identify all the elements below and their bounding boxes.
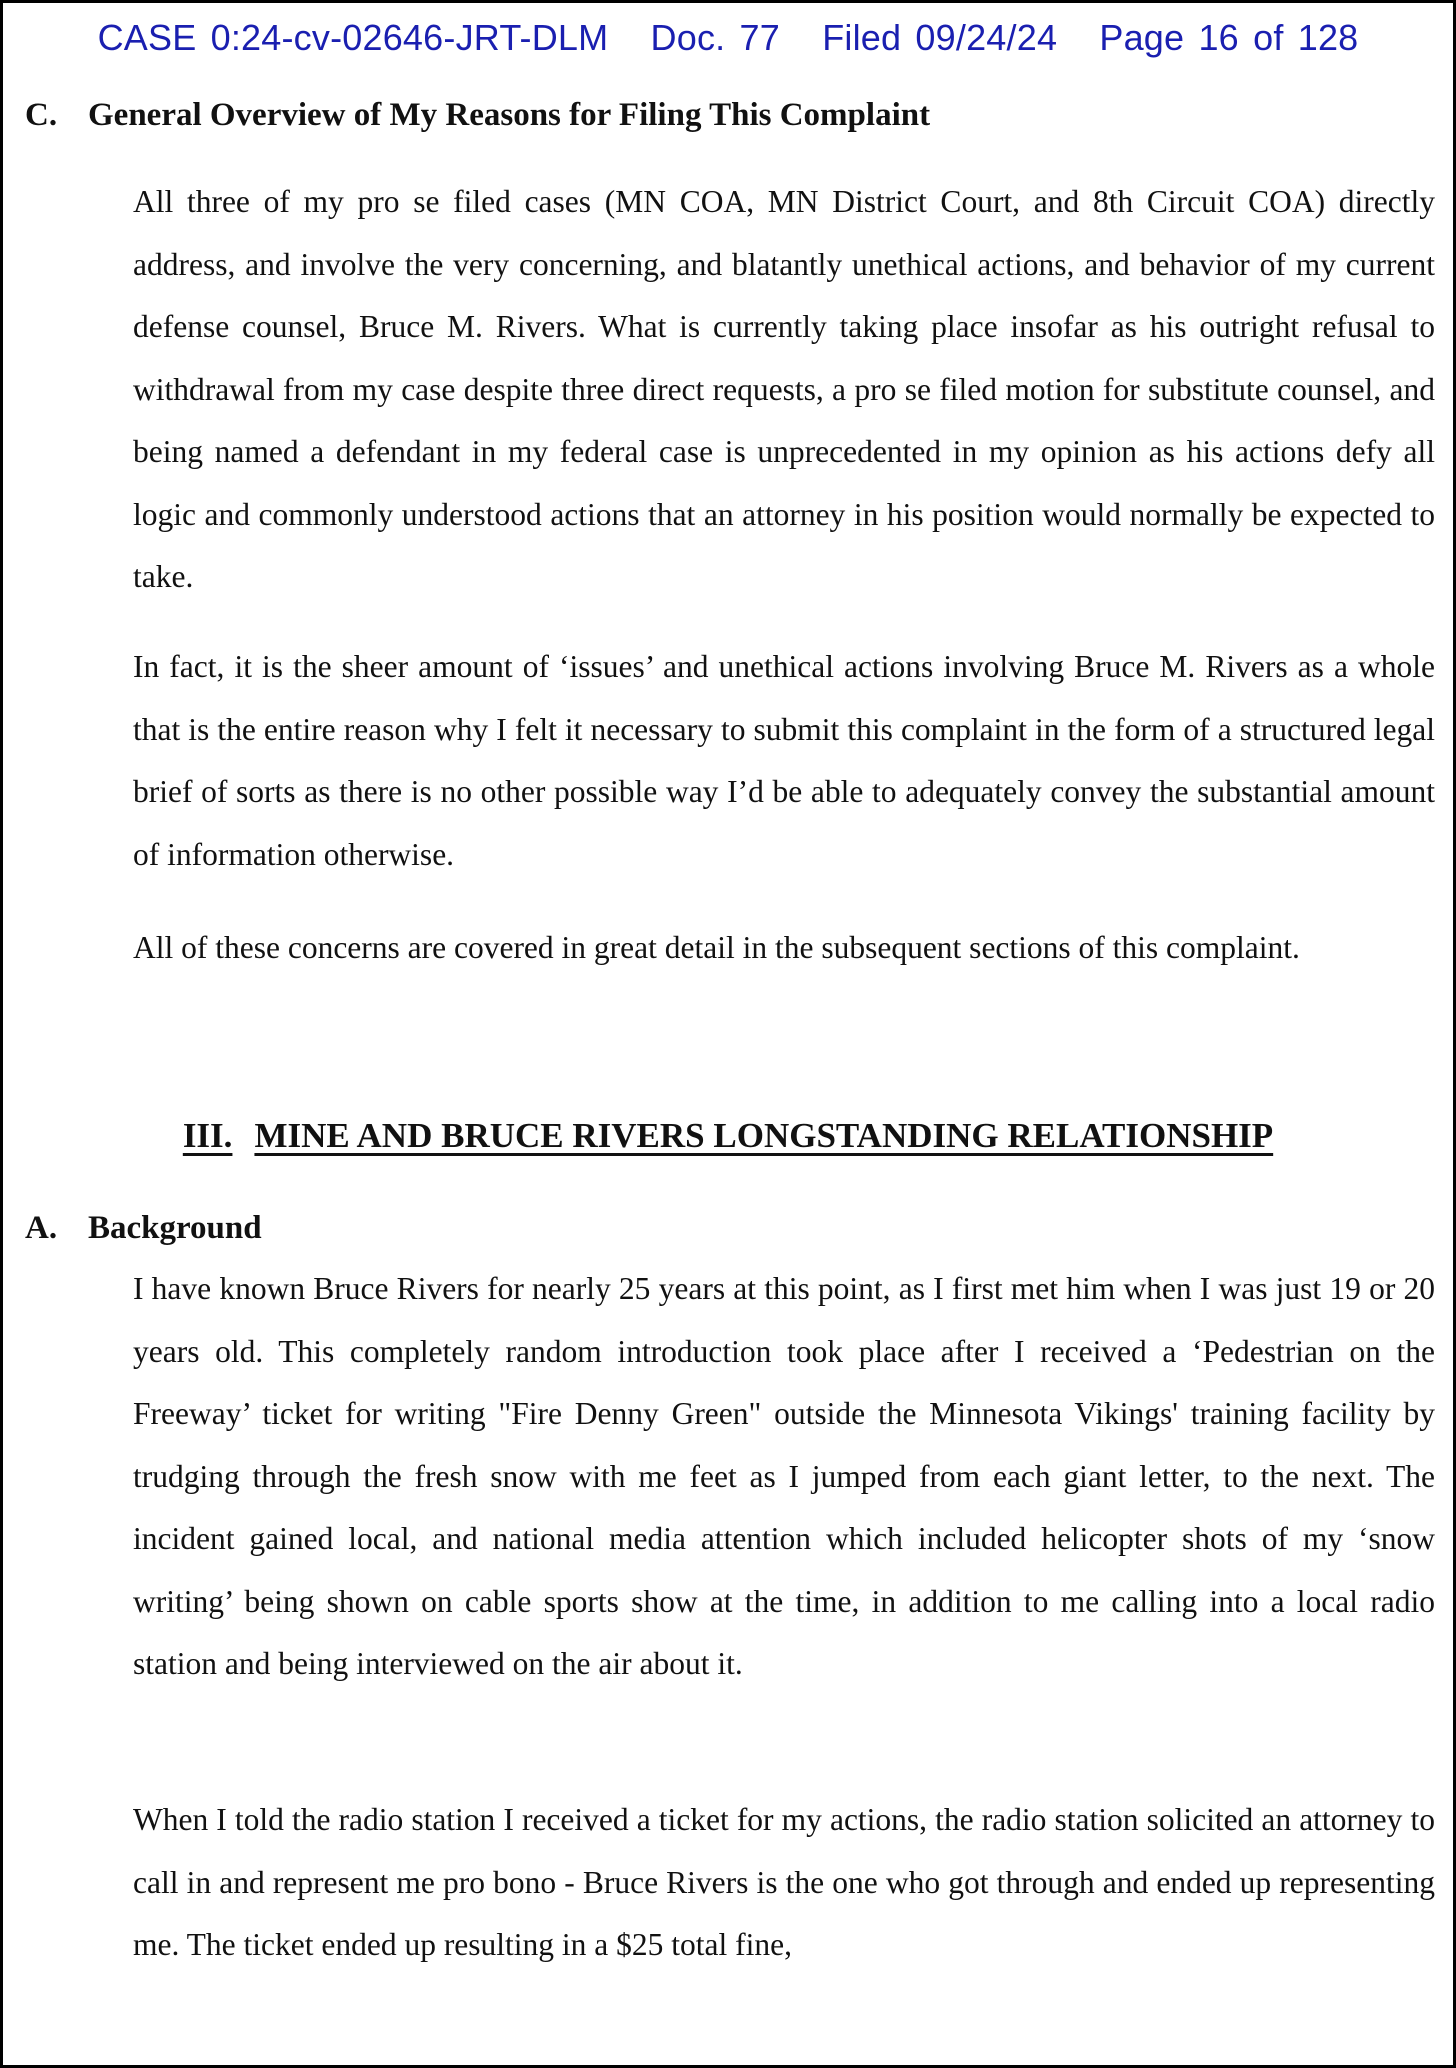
document-number: Doc. 77 [650,17,780,58]
section-c-paragraph-3: All of these concerns are covered in great detail in the subsequent sections of this complaint. [133,930,1300,965]
section-a-label: A. [25,1210,58,1246]
case-number: CASE 0:24-cv-02646-JRT-DLM [97,17,609,58]
section-a-paragraph-2: When I told the radio station I received a ticket for my actions, the radio station solicited an attorney to call in and represent me pro bono - Bruce Rivers is the one who got through and ended up representing me. The ticket ended up resulting in a $25 total fine, [133,1802,1435,1962]
section-iii-number: III. [182,1116,233,1155]
section-a-title: Background [88,1210,262,1246]
section-c-title: General Overview of My Reasons for Filing This Complaint [88,97,931,133]
section-a-heading [25,1208,262,1248]
section-a-paragraph-1: I have known Bruce Rivers for nearly 25 years at this point, as I first met him when I was just 19 or 20 years old. This completely random introduction took place after I received a ‘Pedestrian on the Freeway’ ticket for writing "Fire Denny Green" outside the Minnesota Vikings' training facility by trudging through the fresh snow with me feet as I jumped from each giant letter, to the next. The incident gained local, and national media attention which included helicopter shots of my ‘snow writing’ being shown on cable sports show at the time, in addition to me calling into a local radio station and being interviewed on the air about it. [133,1271,1435,1681]
section-c-heading [25,95,930,135]
filed-date: Filed 09/24/24 [822,17,1058,58]
section-iii-heading [3,1115,1453,1157]
page-indicator: Page 16 of 128 [1099,17,1359,58]
court-filing-stamp [3,17,1453,59]
section-iii-title: MINE AND BRUCE RIVERS LONGSTANDING RELATIONSHIP [254,1116,1274,1155]
section-c-paragraph-2: In fact, it is the sheer amount of ‘issues’ and unethical actions involving Bruce M. Rivers as a whole that is the entire reason why I felt it necessary to submit this complaint in the form of a structured legal brief of sorts as there is no other possible way I’d be able to adequately convey the substantial amount of information otherwise. [133,649,1435,872]
section-c-label: C. [25,97,58,133]
section-c-paragraph-1: All three of my pro se filed cases (MN COA, MN District Court, and 8th Circuit COA) directly address, and involve the very concerning, and blatantly unethical actions, and behavior of my current defense counsel, Bruce M. Rivers. What is currently taking place insofar as his outright refusal to withdrawal from my case despite three direct requests, a pro se filed motion for substitute counsel, and being named a defendant in my federal case is unprecedented in my opinion as his actions defy all logic and commonly understood actions that an attorney in his position would normally be expected to take. [133,184,1435,594]
